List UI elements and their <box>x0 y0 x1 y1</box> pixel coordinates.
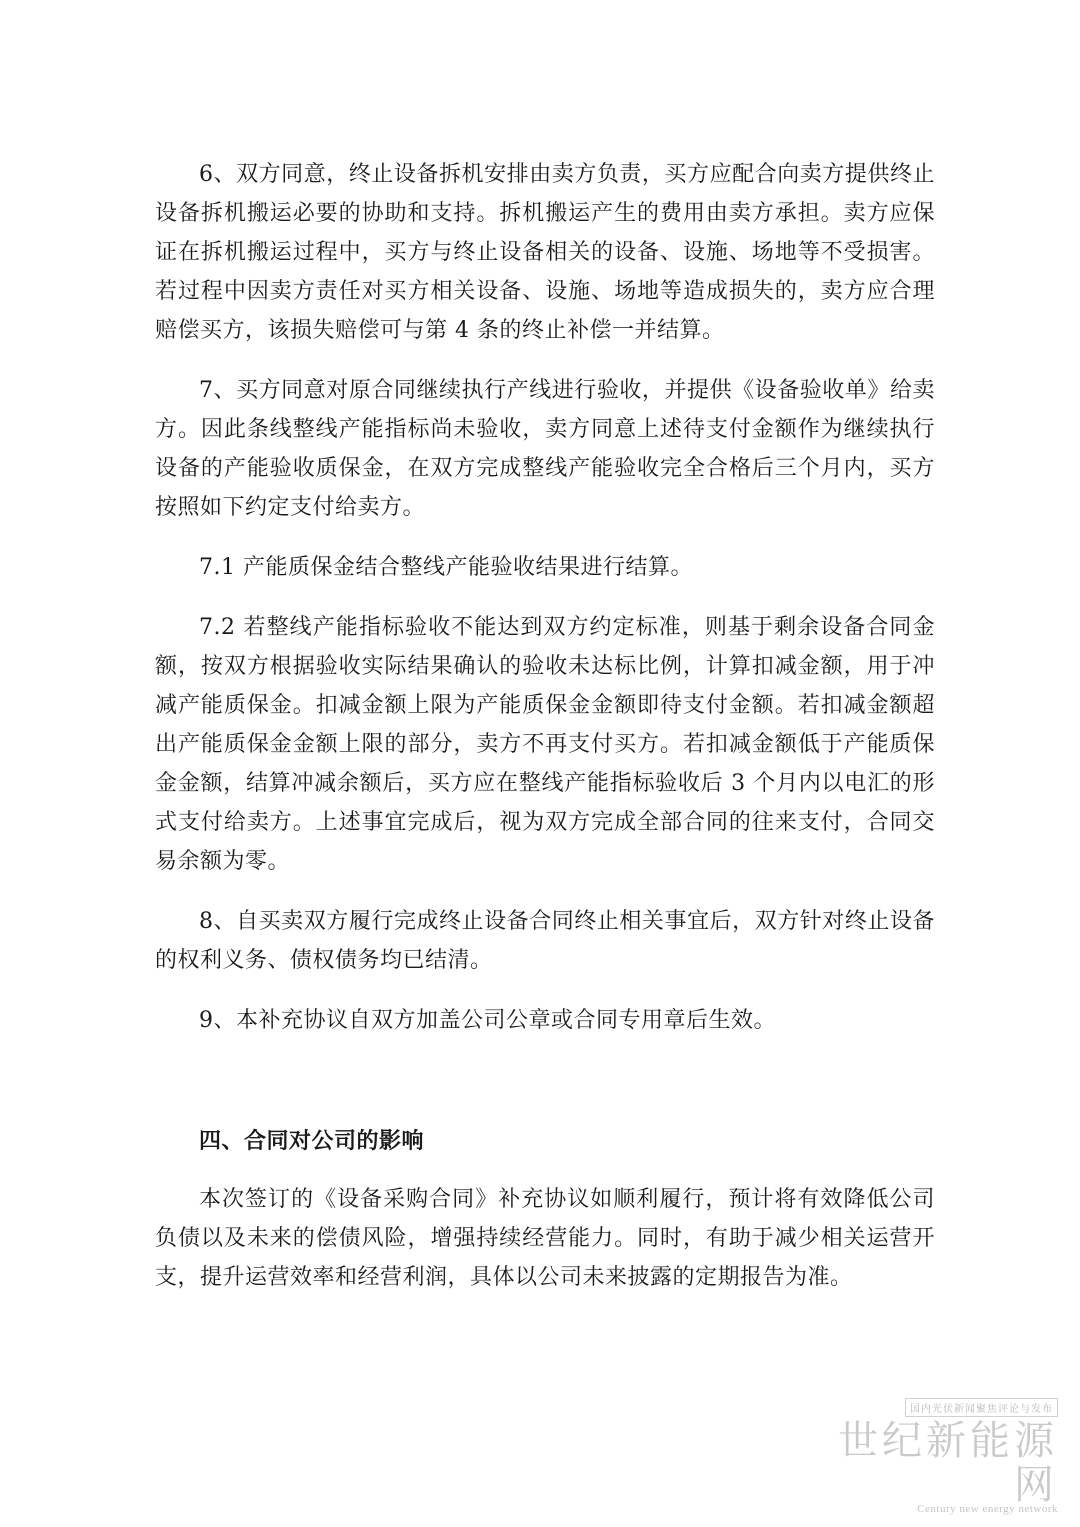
document-body <box>155 155 935 1318</box>
clause-8: 8、自买卖双方履行完成终止设备合同终止相关事宜后，双方针对终止设备的权利义务、债权债务均已结清。 <box>155 909 935 973</box>
watermark-english: Century new energy network <box>917 1503 1058 1515</box>
clause-9: 9、本补充协议自双方加盖公司公章或合同专用章后生效。 <box>199 1008 776 1033</box>
clause-7-2: 7.2 若整线产能指标验收不能达到双方约定标准，则基于剩余设备合同金额，按双方根据验收实际结果确认的验收未达标比例，计算扣减金额，用于冲减产能质保金。扣减金额上限为产能质保金金额即待支付金额。若扣减金额超出产能质保金金额上限的部分，卖方不再支付买方。若扣减金额低于产能质保金金额，结算冲减余额后，买方应在整线产能指标验收后 3 个月内以电汇的形式支付给卖方。上述事宜完成后，视为双方完成全部合同的往来支付，合同交易余额为零。 <box>155 615 935 874</box>
section-4-body: 本次签订的《设备采购合同》补充协议如顺利履行，预计将有效降低公司负债以及未来的偿债风险，增强持续经营能力。同时，有助于减少相关运营开支，提升运营效率和经营利润，具体以公司未来披露的定期报告为准。 <box>155 1187 935 1290</box>
clause-7: 7、买方同意对原合同继续执行产线进行验收，并提供《设备验收单》给卖方。因此条线整线产能指标尚未验收，卖方同意上述待支付金额作为继续执行设备的产能验收质保金，在双方完成整线产能验收完全合格后三个月内，买方按照如下约定支付给卖方。 <box>155 378 935 520</box>
watermark-logo <box>838 1397 1058 1515</box>
watermark-brand: 世纪新能源网 <box>838 1418 1058 1508</box>
watermark-tagline: 国内光伏新闻聚焦评论与发布 <box>905 1398 1058 1417</box>
clause-7-1: 7.1 产能质保金结合整线产能验收结果进行结算。 <box>199 555 693 580</box>
clause-6: 6、双方同意，终止设备拆机安排由卖方负责，买方应配合向卖方提供终止设备拆机搬运必要的协助和支持。拆机搬运产生的费用由卖方承担。卖方应保证在拆机搬运过程中，买方与终止设备相关的设备、设施、场地等不受损害。若过程中因卖方责任对买方相关设备、设施、场地等造成损失的，卖方应合理赔偿买方，该损失赔偿可与第 4 条的终止补偿一并结算。 <box>155 162 935 343</box>
section-4-heading: 四、合同对公司的影响 <box>199 1128 425 1154</box>
